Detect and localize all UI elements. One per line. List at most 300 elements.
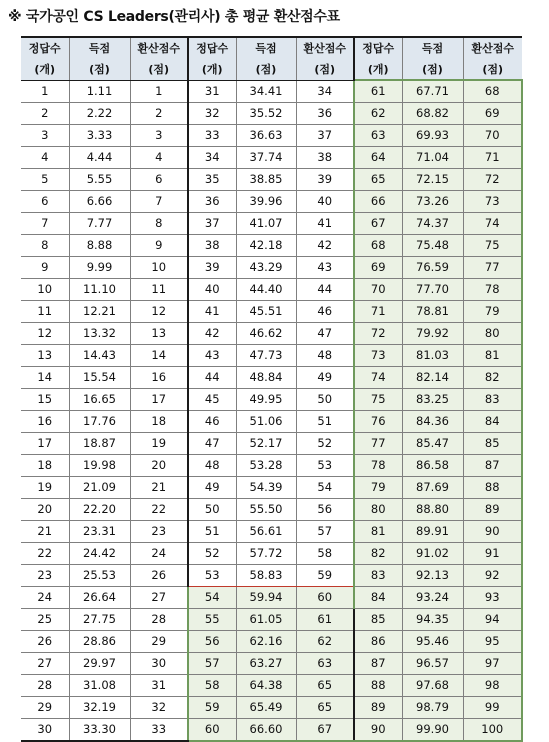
- cell-score: 9.99: [69, 257, 130, 279]
- cell-score: 12.21: [69, 301, 130, 323]
- cell-converted: 20: [130, 455, 188, 477]
- cell-converted: 11: [130, 279, 188, 301]
- cell-score: 35.52: [236, 103, 296, 125]
- cell-converted: 88: [463, 477, 522, 499]
- cell-answers: 33: [188, 125, 236, 147]
- cell-score: 79.92: [402, 323, 463, 345]
- cell-score: 85.47: [402, 433, 463, 455]
- cell-answers: 43: [188, 345, 236, 367]
- cell-answers: 73: [354, 345, 402, 367]
- cell-score: 61.05: [236, 609, 296, 631]
- cell-score: 4.44: [69, 147, 130, 169]
- cell-score: 69.93: [402, 125, 463, 147]
- cell-score: 29.97: [69, 653, 130, 675]
- cell-answers: 47: [188, 433, 236, 455]
- cell-answers: 19: [21, 477, 69, 499]
- cell-answers: 10: [21, 279, 69, 301]
- cell-converted: 47: [296, 323, 354, 345]
- cell-converted: 29: [130, 631, 188, 653]
- cell-score: 57.72: [236, 543, 296, 565]
- cell-score: 5.55: [69, 169, 130, 191]
- cell-converted: 16: [130, 367, 188, 389]
- cell-answers: 12: [21, 323, 69, 345]
- table-row: [21, 587, 522, 609]
- cell-score: 28.86: [69, 631, 130, 653]
- cell-converted: 37: [296, 125, 354, 147]
- header-score-unit: (점): [402, 59, 463, 80]
- cell-converted: 91: [463, 543, 522, 565]
- cell-score: 67.71: [402, 80, 463, 103]
- cell-answers: 60: [188, 719, 236, 742]
- cell-converted: 23: [130, 521, 188, 543]
- cell-score: 97.68: [402, 675, 463, 697]
- cell-converted: 58: [296, 543, 354, 565]
- table-row: [21, 455, 522, 477]
- cell-converted: 67: [296, 719, 354, 742]
- cell-converted: 1: [130, 80, 188, 103]
- cell-score: 72.15: [402, 169, 463, 191]
- cell-answers: 18: [21, 455, 69, 477]
- cell-answers: 59: [188, 697, 236, 719]
- cell-score: 32.19: [69, 697, 130, 719]
- cell-converted: 30: [130, 653, 188, 675]
- cell-score: 55.50: [236, 499, 296, 521]
- cell-converted: 32: [130, 697, 188, 719]
- table-row: [21, 631, 522, 653]
- header-answers-unit: (개): [21, 59, 69, 80]
- cell-answers: 56: [188, 631, 236, 653]
- cell-answers: 83: [354, 565, 402, 587]
- cell-answers: 29: [21, 697, 69, 719]
- cell-answers: 79: [354, 477, 402, 499]
- cell-answers: 86: [354, 631, 402, 653]
- cell-answers: 3: [21, 125, 69, 147]
- cell-converted: 10: [130, 257, 188, 279]
- cell-answers: 52: [188, 543, 236, 565]
- cell-converted: 4: [130, 147, 188, 169]
- table-row: [21, 235, 522, 257]
- cell-converted: 8: [130, 213, 188, 235]
- header-converted-label: 환산점수: [296, 37, 354, 59]
- cell-score: 25.53: [69, 565, 130, 587]
- cell-score: 2.22: [69, 103, 130, 125]
- cell-answers: 37: [188, 213, 236, 235]
- cell-answers: 15: [21, 389, 69, 411]
- cell-answers: 49: [188, 477, 236, 499]
- cell-converted: 69: [463, 103, 522, 125]
- cell-converted: 44: [296, 279, 354, 301]
- cell-converted: 52: [296, 433, 354, 455]
- cell-converted: 99: [463, 697, 522, 719]
- cell-converted: 59: [296, 565, 354, 587]
- cell-score: 58.83: [236, 565, 296, 587]
- cell-converted: 100: [463, 719, 522, 742]
- cell-score: 1.11: [69, 80, 130, 103]
- cell-converted: 27: [130, 587, 188, 609]
- cell-score: 98.79: [402, 697, 463, 719]
- cell-score: 51.06: [236, 411, 296, 433]
- cell-score: 52.17: [236, 433, 296, 455]
- header-converted-label: 환산점수: [463, 37, 522, 59]
- cell-answers: 6: [21, 191, 69, 213]
- header-score-label: 득점: [236, 37, 296, 59]
- cell-converted: 17: [130, 389, 188, 411]
- table-row: [21, 389, 522, 411]
- cell-score: 21.09: [69, 477, 130, 499]
- cell-answers: 76: [354, 411, 402, 433]
- cell-converted: 60: [296, 587, 354, 609]
- table-row: [21, 477, 522, 499]
- table-row: [21, 521, 522, 543]
- cell-answers: 32: [188, 103, 236, 125]
- cell-score: 71.04: [402, 147, 463, 169]
- cell-converted: 61: [296, 609, 354, 631]
- table-body: [21, 37, 522, 741]
- cell-converted: 95: [463, 631, 522, 653]
- table-row: [21, 213, 522, 235]
- cell-score: 54.39: [236, 477, 296, 499]
- cell-answers: 65: [354, 169, 402, 191]
- table-row: [21, 411, 522, 433]
- cell-score: 27.75: [69, 609, 130, 631]
- cell-score: 53.28: [236, 455, 296, 477]
- cell-score: 94.35: [402, 609, 463, 631]
- cell-answers: 44: [188, 367, 236, 389]
- cell-answers: 30: [21, 719, 69, 742]
- cell-answers: 1: [21, 80, 69, 103]
- cell-converted: 87: [463, 455, 522, 477]
- cell-score: 3.33: [69, 125, 130, 147]
- cell-answers: 84: [354, 587, 402, 609]
- cell-answers: 24: [21, 587, 69, 609]
- cell-converted: 22: [130, 499, 188, 521]
- cell-score: 62.16: [236, 631, 296, 653]
- header-score-unit: (점): [69, 59, 130, 80]
- cell-score: 48.84: [236, 367, 296, 389]
- cell-answers: 26: [21, 631, 69, 653]
- cell-score: 16.65: [69, 389, 130, 411]
- cell-answers: 57: [188, 653, 236, 675]
- cell-score: 68.82: [402, 103, 463, 125]
- cell-score: 56.61: [236, 521, 296, 543]
- table-row: [21, 323, 522, 345]
- table-row: [21, 719, 522, 742]
- header-row: [21, 37, 522, 59]
- cell-answers: 89: [354, 697, 402, 719]
- cell-converted: 19: [130, 433, 188, 455]
- table-row: [21, 103, 522, 125]
- cell-converted: 89: [463, 499, 522, 521]
- cell-converted: 63: [296, 653, 354, 675]
- header-converted-unit: (점): [130, 59, 188, 80]
- cell-converted: 57: [296, 521, 354, 543]
- cell-converted: 62: [296, 631, 354, 653]
- cell-score: 42.18: [236, 235, 296, 257]
- cell-converted: 80: [463, 323, 522, 345]
- cell-score: 49.95: [236, 389, 296, 411]
- cell-converted: 39: [296, 169, 354, 191]
- table-row: [21, 191, 522, 213]
- cell-converted: 83: [463, 389, 522, 411]
- cell-converted: 36: [296, 103, 354, 125]
- cell-answers: 88: [354, 675, 402, 697]
- cell-answers: 66: [354, 191, 402, 213]
- cell-score: 39.96: [236, 191, 296, 213]
- header-score-label: 득점: [69, 37, 130, 59]
- cell-converted: 26: [130, 565, 188, 587]
- cell-converted: 3: [130, 125, 188, 147]
- cell-converted: 85: [463, 433, 522, 455]
- cell-score: 13.32: [69, 323, 130, 345]
- cell-answers: 70: [354, 279, 402, 301]
- cell-score: 7.77: [69, 213, 130, 235]
- cell-converted: 77: [463, 257, 522, 279]
- cell-answers: 25: [21, 609, 69, 631]
- cell-converted: 65: [296, 697, 354, 719]
- header-answers-label: 정답수: [354, 37, 402, 59]
- cell-score: 45.51: [236, 301, 296, 323]
- cell-answers: 13: [21, 345, 69, 367]
- header-score-label: 득점: [402, 37, 463, 59]
- cell-answers: 42: [188, 323, 236, 345]
- cell-converted: 84: [463, 411, 522, 433]
- cell-answers: 50: [188, 499, 236, 521]
- cell-score: 26.64: [69, 587, 130, 609]
- cell-answers: 75: [354, 389, 402, 411]
- cell-converted: 54: [296, 477, 354, 499]
- cell-score: 83.25: [402, 389, 463, 411]
- cell-answers: 81: [354, 521, 402, 543]
- cell-converted: 92: [463, 565, 522, 587]
- cell-converted: 81: [463, 345, 522, 367]
- cell-score: 96.57: [402, 653, 463, 675]
- cell-answers: 36: [188, 191, 236, 213]
- cell-converted: 48: [296, 345, 354, 367]
- cell-converted: 6: [130, 169, 188, 191]
- table-row: [21, 125, 522, 147]
- cell-answers: 23: [21, 565, 69, 587]
- cell-score: 17.76: [69, 411, 130, 433]
- cell-converted: 43: [296, 257, 354, 279]
- cell-converted: 28: [130, 609, 188, 631]
- cell-score: 73.26: [402, 191, 463, 213]
- cell-answers: 39: [188, 257, 236, 279]
- cell-answers: 35: [188, 169, 236, 191]
- cell-answers: 53: [188, 565, 236, 587]
- cell-score: 74.37: [402, 213, 463, 235]
- cell-answers: 77: [354, 433, 402, 455]
- cell-converted: 98: [463, 675, 522, 697]
- header-converted-unit: (점): [296, 59, 354, 80]
- cell-score: 87.69: [402, 477, 463, 499]
- cell-score: 93.24: [402, 587, 463, 609]
- cell-score: 22.20: [69, 499, 130, 521]
- cell-converted: 74: [463, 213, 522, 235]
- cell-converted: 12: [130, 301, 188, 323]
- table-row: [21, 169, 522, 191]
- cell-score: 99.90: [402, 719, 463, 742]
- cell-answers: 78: [354, 455, 402, 477]
- cell-converted: 71: [463, 147, 522, 169]
- cell-converted: 56: [296, 499, 354, 521]
- cell-converted: 2: [130, 103, 188, 125]
- cell-converted: 31: [130, 675, 188, 697]
- cell-score: 23.31: [69, 521, 130, 543]
- cell-converted: 42: [296, 235, 354, 257]
- cell-answers: 34: [188, 147, 236, 169]
- table-row: [21, 565, 522, 587]
- cell-converted: 78: [463, 279, 522, 301]
- cell-converted: 41: [296, 213, 354, 235]
- cell-answers: 4: [21, 147, 69, 169]
- cell-answers: 28: [21, 675, 69, 697]
- cell-converted: 73: [463, 191, 522, 213]
- cell-converted: 68: [463, 80, 522, 103]
- cell-answers: 85: [354, 609, 402, 631]
- cell-converted: 90: [463, 521, 522, 543]
- cell-answers: 11: [21, 301, 69, 323]
- cell-answers: 5: [21, 169, 69, 191]
- cell-converted: 24: [130, 543, 188, 565]
- cell-answers: 69: [354, 257, 402, 279]
- cell-score: 15.54: [69, 367, 130, 389]
- cell-answers: 67: [354, 213, 402, 235]
- cell-answers: 62: [354, 103, 402, 125]
- cell-score: 36.63: [236, 125, 296, 147]
- cell-converted: 70: [463, 125, 522, 147]
- cell-answers: 8: [21, 235, 69, 257]
- cell-score: 19.98: [69, 455, 130, 477]
- cell-converted: 40: [296, 191, 354, 213]
- table-row: [21, 609, 522, 631]
- score-conversion-table: [21, 36, 523, 742]
- cell-score: 65.49: [236, 697, 296, 719]
- table-row: [21, 543, 522, 565]
- cell-converted: 53: [296, 455, 354, 477]
- table-row: [21, 675, 522, 697]
- cell-score: 59.94: [236, 587, 296, 609]
- cell-answers: 71: [354, 301, 402, 323]
- cell-converted: 49: [296, 367, 354, 389]
- cell-answers: 22: [21, 543, 69, 565]
- cell-score: 33.30: [69, 719, 130, 742]
- cell-score: 86.58: [402, 455, 463, 477]
- table-row: [21, 80, 522, 103]
- header-answers-label: 정답수: [21, 37, 69, 59]
- table-row: [21, 499, 522, 521]
- cell-score: 76.59: [402, 257, 463, 279]
- cell-score: 8.88: [69, 235, 130, 257]
- cell-score: 37.74: [236, 147, 296, 169]
- cell-converted: 13: [130, 323, 188, 345]
- cell-answers: 55: [188, 609, 236, 631]
- header-score-unit: (점): [236, 59, 296, 80]
- cell-score: 66.60: [236, 719, 296, 742]
- cell-converted: 93: [463, 587, 522, 609]
- cell-score: 44.40: [236, 279, 296, 301]
- cell-converted: 38: [296, 147, 354, 169]
- cell-answers: 74: [354, 367, 402, 389]
- table-row: [21, 345, 522, 367]
- cell-answers: 14: [21, 367, 69, 389]
- cell-score: 31.08: [69, 675, 130, 697]
- cell-converted: 94: [463, 609, 522, 631]
- cell-score: 6.66: [69, 191, 130, 213]
- cell-answers: 45: [188, 389, 236, 411]
- header-converted-label: 환산점수: [130, 37, 188, 59]
- cell-answers: 46: [188, 411, 236, 433]
- cell-answers: 68: [354, 235, 402, 257]
- cell-converted: 34: [296, 80, 354, 103]
- table-row: [21, 697, 522, 719]
- cell-answers: 38: [188, 235, 236, 257]
- cell-converted: 18: [130, 411, 188, 433]
- cell-score: 14.43: [69, 345, 130, 367]
- cell-score: 63.27: [236, 653, 296, 675]
- cell-converted: 51: [296, 411, 354, 433]
- cell-score: 46.62: [236, 323, 296, 345]
- cell-answers: 40: [188, 279, 236, 301]
- cell-answers: 41: [188, 301, 236, 323]
- cell-score: 18.87: [69, 433, 130, 455]
- header-row: [21, 59, 522, 80]
- header-answers-unit: (개): [354, 59, 402, 80]
- cell-score: 11.10: [69, 279, 130, 301]
- cell-score: 75.48: [402, 235, 463, 257]
- cell-answers: 16: [21, 411, 69, 433]
- cell-converted: 75: [463, 235, 522, 257]
- cell-score: 78.81: [402, 301, 463, 323]
- cell-score: 81.03: [402, 345, 463, 367]
- table-row: [21, 433, 522, 455]
- cell-score: 92.13: [402, 565, 463, 587]
- cell-answers: 51: [188, 521, 236, 543]
- table-row: [21, 367, 522, 389]
- cell-converted: 82: [463, 367, 522, 389]
- cell-answers: 7: [21, 213, 69, 235]
- cell-answers: 54: [188, 587, 236, 609]
- cell-score: 64.38: [236, 675, 296, 697]
- cell-answers: 87: [354, 653, 402, 675]
- cell-converted: 50: [296, 389, 354, 411]
- table-row: [21, 257, 522, 279]
- cell-converted: 21: [130, 477, 188, 499]
- cell-converted: 7: [130, 191, 188, 213]
- cell-answers: 72: [354, 323, 402, 345]
- cell-answers: 80: [354, 499, 402, 521]
- cell-converted: 65: [296, 675, 354, 697]
- cell-answers: 82: [354, 543, 402, 565]
- cell-score: 84.36: [402, 411, 463, 433]
- table-row: [21, 147, 522, 169]
- cell-converted: 46: [296, 301, 354, 323]
- cell-score: 38.85: [236, 169, 296, 191]
- cell-answers: 58: [188, 675, 236, 697]
- page-title: ※ 국가공인 CS Leaders(관리사) 총 평균 환산점수표: [8, 9, 340, 25]
- cell-answers: 17: [21, 433, 69, 455]
- cell-score: 41.07: [236, 213, 296, 235]
- cell-score: 95.46: [402, 631, 463, 653]
- table-row: [21, 279, 522, 301]
- cell-answers: 63: [354, 125, 402, 147]
- cell-converted: 14: [130, 345, 188, 367]
- cell-converted: 9: [130, 235, 188, 257]
- cell-answers: 31: [188, 80, 236, 103]
- cell-score: 88.80: [402, 499, 463, 521]
- cell-converted: 72: [463, 169, 522, 191]
- cell-score: 82.14: [402, 367, 463, 389]
- cell-score: 24.42: [69, 543, 130, 565]
